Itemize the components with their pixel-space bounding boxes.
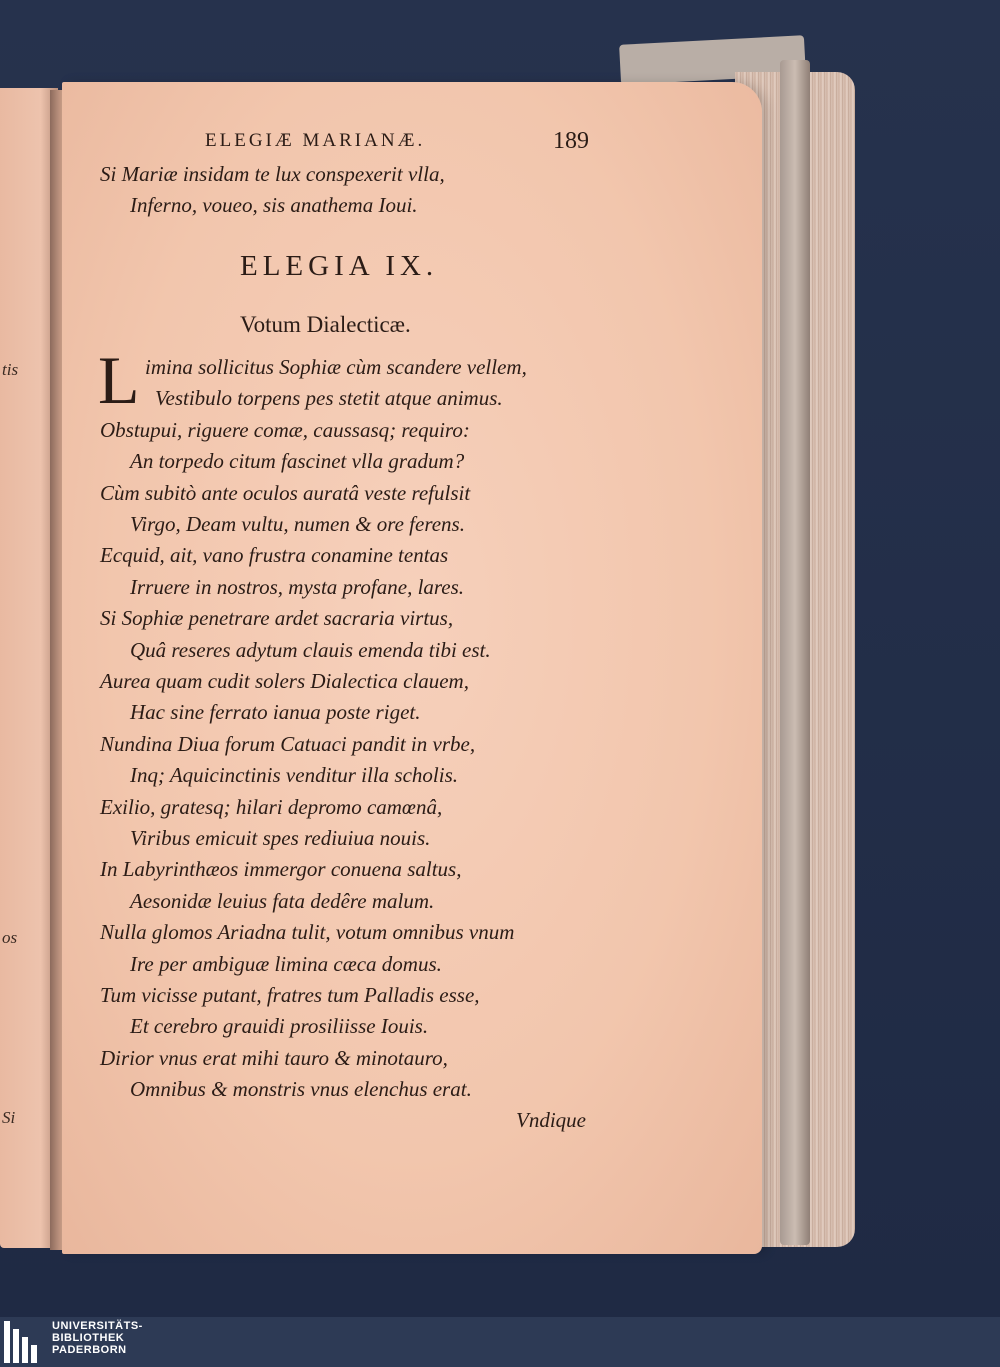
elegy-subtitle: Votum Dialecticæ.	[240, 312, 411, 337]
verse-line: Quâ reseres adytum clauis emenda tibi est.	[130, 637, 491, 662]
verse-line: Nulla glomos Ariadna tulit, votum omnibus vnum	[100, 920, 515, 945]
verse-line: Obstupui, riguere comæ, caussasq; requiro:	[100, 417, 470, 442]
library-logo-icon	[4, 1321, 44, 1363]
logo-line: PADERBORN	[52, 1344, 127, 1356]
running-header: ELEGIÆ MARIANÆ.	[205, 130, 426, 151]
verse-line: Vestibulo torpens pes stetit atque animus.	[155, 386, 503, 411]
page-number: 189	[553, 128, 589, 154]
logo-line: BIBLIOTHEK	[52, 1332, 125, 1344]
elegy-title: ELEGIA IX.	[240, 250, 439, 282]
left-fragment: os	[2, 928, 18, 947]
verse-line: Aurea quam cudit solers Dialectica clauem,	[100, 669, 469, 693]
left-fragment: Si	[2, 1108, 16, 1127]
verse-line: Irruere in nostros, mysta profane, lares.	[130, 574, 465, 599]
verse-line: Hac sine ferrato ianua poste riget.	[130, 700, 421, 725]
verse-line: Aesonidæ leuius fata dedêre malum.	[130, 888, 435, 913]
left-fragment: tis	[2, 360, 19, 379]
verse-line: Et cerebro grauidi prosiliisse Iouis.	[130, 1014, 429, 1039]
drop-capital: L	[98, 342, 140, 418]
verse-line: Si Mariæ insidam te lux conspexerit vlla,	[100, 162, 445, 186]
verse-line: Omnibus & monstris vnus elenchus erat.	[130, 1077, 472, 1102]
footer-bar	[0, 1317, 1000, 1367]
verse-line: Viribus emicuit spes rediuiua nouis.	[130, 826, 431, 850]
verse-line: Exilio, gratesq; hilari depromo camœnâ,	[100, 794, 443, 819]
verse-line: An torpedo citum fascinet vlla gradum?	[130, 449, 465, 474]
verse-line: Inferno, voueo, sis anathema Ioui.	[130, 193, 418, 217]
verse-line: Cùm subitò ante oculos auratâ veste refulsit	[100, 480, 471, 505]
logo-line: UNIVERSITÄTS-	[52, 1320, 143, 1332]
verse-line: Inq; Aquicinctinis venditur illa scholis.	[130, 763, 458, 788]
book-cover-edge	[780, 60, 810, 1245]
verse-line: Tum vicisse putant, fratres tum Palladis esse,	[100, 983, 480, 1007]
catchword: Vndique	[516, 1108, 586, 1132]
verse-line: Virgo, Deam vultu, numen & ore ferens.	[130, 512, 465, 536]
verse-line: In Labyrinthæos immergor conuena saltus,	[100, 857, 462, 882]
verse-line: Ire per ambiguæ limina cæca domus.	[130, 951, 442, 976]
library-logo-text	[52, 1320, 143, 1356]
verse-line: Dirior vnus erat mihi tauro & minotauro,	[100, 1045, 448, 1070]
verse-line: Nundina Diua forum Catuaci pandit in vrbe,	[100, 731, 476, 756]
verse-line: Si Sophiæ penetrare ardet sacraria virtus,	[100, 606, 454, 631]
verse-line: Ecquid, ait, vano frustra conamine tentas	[100, 543, 449, 568]
verse-line: imina sollicitus Sophiæ cùm scandere vellem,	[145, 355, 527, 379]
